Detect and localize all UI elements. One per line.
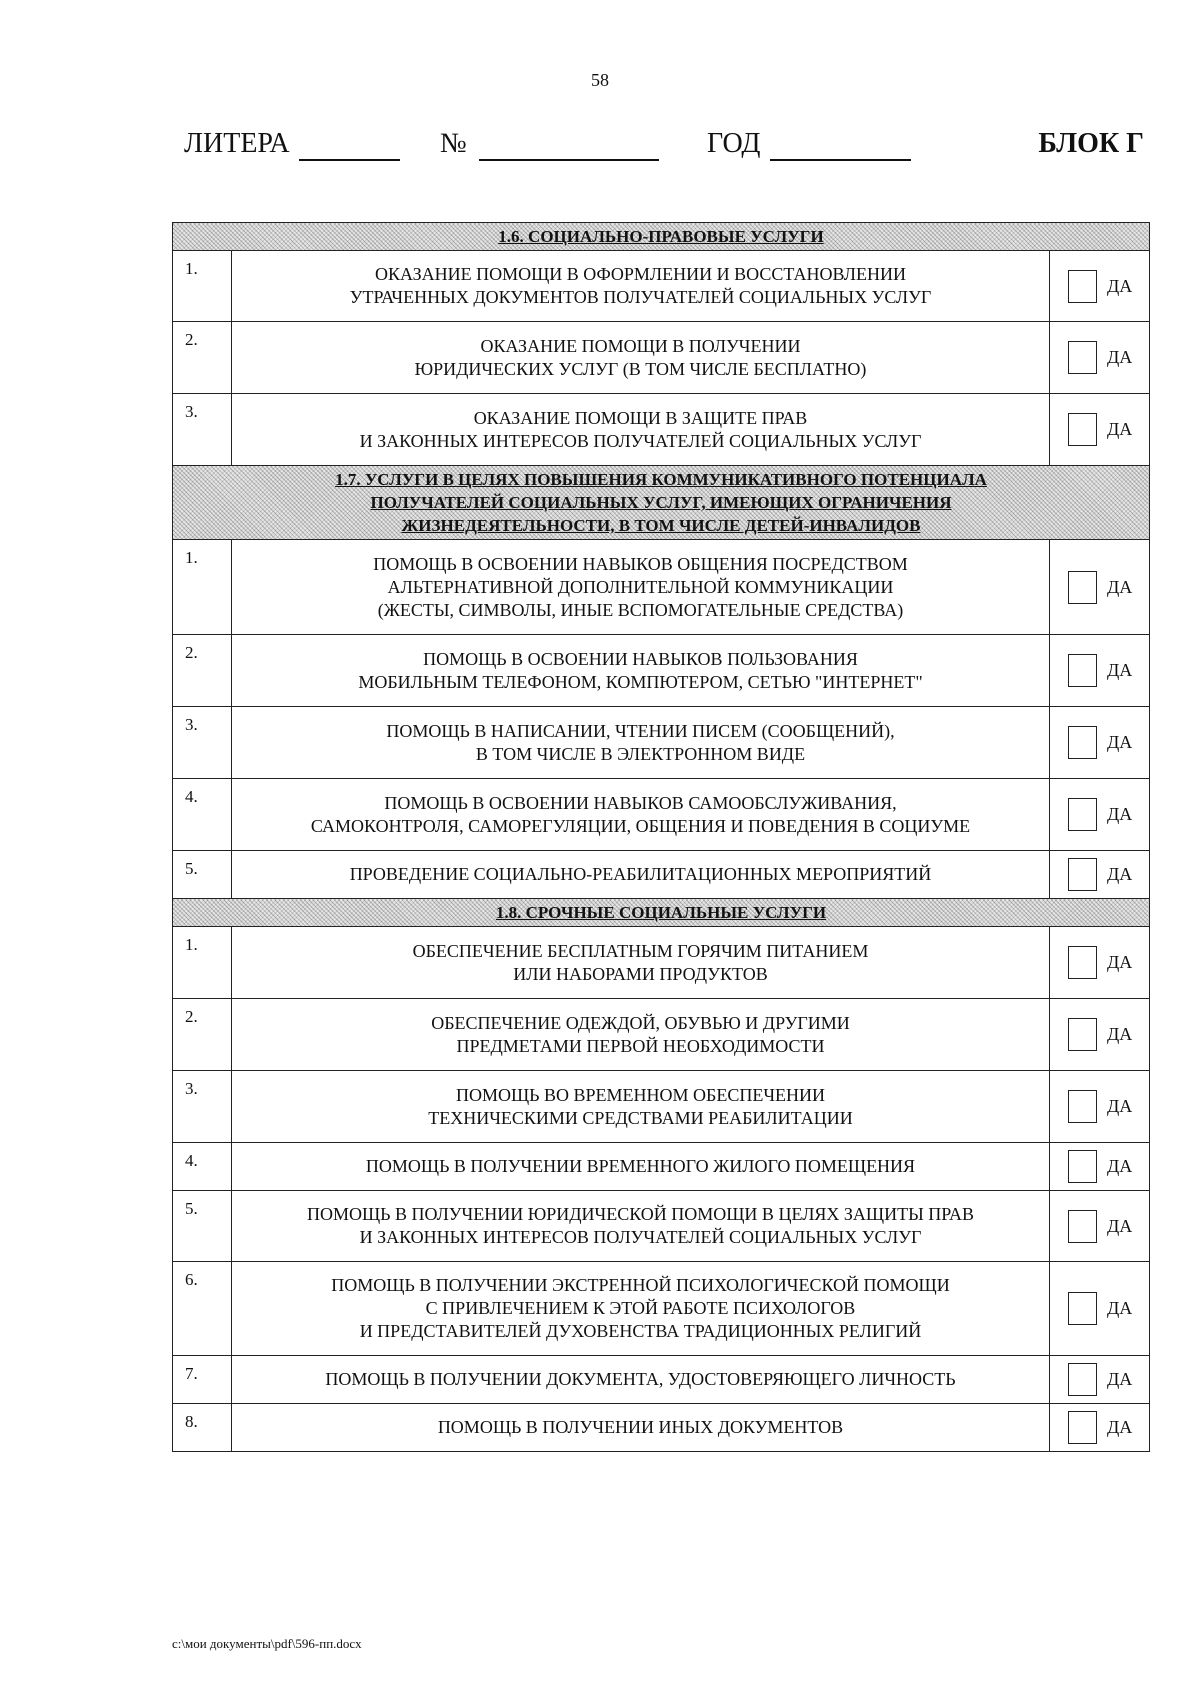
section-title-line: ПОЛУЧАТЕЛЕЙ СОЦИАЛЬНЫХ УСЛУГ, ИМЕЮЩИХ ОГРАНИЧЕНИЯ <box>370 493 952 512</box>
checkbox-wrap <box>1050 798 1149 831</box>
service-row <box>173 1404 1150 1452</box>
yes-checkbox[interactable] <box>1068 1090 1097 1123</box>
checkbox-wrap <box>1050 654 1149 687</box>
service-row <box>173 251 1150 322</box>
service-description-line: ПОМОЩЬ В НАПИСАНИИ, ЧТЕНИИ ПИСЕМ (СООБЩЕНИЙ), <box>386 720 895 741</box>
yes-checkbox[interactable] <box>1068 341 1097 374</box>
checkbox-cell <box>1050 1356 1150 1404</box>
checkbox-cell <box>1050 999 1150 1071</box>
yes-label: ДА <box>1107 1369 1133 1389</box>
yes-label: ДА <box>1107 660 1133 680</box>
service-description-line: ПОМОЩЬ В ОСВОЕНИИ НАВЫКОВ ОБЩЕНИЯ ПОСРЕДСТВОМ <box>373 553 908 574</box>
service-description-line: САМОКОНТРОЛЯ, САМОРЕГУЛЯЦИИ, ОБЩЕНИЯ И ПОВЕДЕНИЯ В СОЦИУМЕ <box>310 815 971 836</box>
yes-checkbox[interactable] <box>1068 798 1097 831</box>
service-description-line: ОКАЗАНИЕ ПОМОЩИ В ПОЛУЧЕНИИ <box>480 335 801 356</box>
item-number: 7. <box>173 1356 232 1404</box>
yes-checkbox[interactable] <box>1068 1018 1097 1051</box>
yes-label: ДА <box>1107 804 1133 824</box>
service-description-line: ОКАЗАНИЕ ПОМОЩИ В ОФОРМЛЕНИИ И ВОССТАНОВЛЕНИИ <box>375 264 906 284</box>
section-title <box>173 899 1150 927</box>
yes-label: ДА <box>1107 1024 1133 1044</box>
service-row <box>173 851 1150 899</box>
service-description-line: ПОМОЩЬ В ПОЛУЧЕНИИ ЮРИДИЧЕСКОЙ ПОМОЩИ В ЦЕЛЯХ ЗАЩИТЫ ПРАВ <box>306 1204 974 1224</box>
service-description-line: В ТОМ ЧИСЛЕ В ЭЛЕКТРОННОМ ВИДЕ <box>475 743 806 764</box>
yes-label: ДА <box>1107 864 1133 884</box>
service-description-line: ПОМОЩЬ В ОСВОЕНИИ НАВЫКОВ САМООБСЛУЖИВАНИЯ, <box>384 792 897 813</box>
yes-label: ДА <box>1107 952 1133 972</box>
checkbox-cell <box>1050 540 1150 635</box>
service-description-line: ПОМОЩЬ В ПОЛУЧЕНИИ ДОКУМЕНТА, УДОСТОВЕРЯЮЩЕГО ЛИЧНОСТЬ <box>325 1369 956 1389</box>
item-number: 1. <box>173 540 232 635</box>
checkbox-cell <box>1050 1404 1150 1452</box>
service-description-line: И ЗАКОННЫХ ИНТЕРЕСОВ ПОЛУЧАТЕЛЕЙ СОЦИАЛЬНЫХ УСЛУГ <box>359 1227 922 1247</box>
service-row <box>173 394 1150 466</box>
checkbox-wrap <box>1050 341 1149 374</box>
section-title <box>173 223 1150 251</box>
service-description-line: ПРЕДМЕТАМИ ПЕРВОЙ НЕОБХОДИМОСТИ <box>456 1035 825 1056</box>
checkbox-cell <box>1050 1262 1150 1356</box>
section-header-row <box>173 899 1150 927</box>
year-label: ГОД <box>707 128 761 159</box>
checkbox-wrap <box>1050 1150 1149 1183</box>
service-description-line: ЮРИДИЧЕСКИХ УСЛУГ (В ТОМ ЧИСЛЕ БЕСПЛАТНО) <box>414 358 867 379</box>
service-description <box>232 635 1050 707</box>
checkbox-wrap <box>1050 858 1149 891</box>
service-description <box>232 322 1050 394</box>
yes-checkbox[interactable] <box>1068 1292 1097 1325</box>
section-title-line: ЖИЗНЕДЕЯТЕЛЬНОСТИ, В ТОМ ЧИСЛЕ ДЕТЕЙ-ИНВАЛИДОВ <box>401 516 921 535</box>
section-header-row <box>173 223 1150 251</box>
service-description <box>232 851 1050 899</box>
service-row <box>173 635 1150 707</box>
yes-checkbox[interactable] <box>1068 654 1097 687</box>
services-table <box>172 222 1150 1452</box>
service-description-line: ПОМОЩЬ ВО ВРЕМЕННОМ ОБЕСПЕЧЕНИИ <box>455 1084 826 1105</box>
checkbox-cell <box>1050 707 1150 779</box>
service-description-line: С ПРИВЛЕЧЕНИЕМ К ЭТОЙ РАБОТЕ ПСИХОЛОГОВ <box>425 1298 856 1318</box>
service-row <box>173 707 1150 779</box>
section-header-row <box>173 466 1150 540</box>
service-description-line: ОБЕСПЕЧЕНИЕ ОДЕЖДОЙ, ОБУВЬЮ И ДРУГИМИ <box>431 1012 850 1033</box>
checkbox-wrap <box>1050 413 1149 446</box>
item-number: 5. <box>173 851 232 899</box>
service-description-line: ПОМОЩЬ В ПОЛУЧЕНИИ ЭКСТРЕННОЙ ПСИХОЛОГИЧЕСКОЙ ПОМОЩИ <box>331 1275 950 1295</box>
service-description-line: И ПРЕДСТАВИТЕЛЕЙ ДУХОВЕНСТВА ТРАДИЦИОННЫХ РЕЛИГИЙ <box>359 1321 922 1341</box>
checkbox-wrap <box>1050 1363 1149 1396</box>
yes-checkbox[interactable] <box>1068 413 1097 446</box>
yes-label: ДА <box>1107 1156 1133 1176</box>
yes-label: ДА <box>1107 1215 1133 1236</box>
yes-checkbox[interactable] <box>1068 726 1097 759</box>
service-description-line: АЛЬТЕРНАТИВНОЙ ДОПОЛНИТЕЛЬНОЙ КОММУНИКАЦИИ <box>387 576 894 597</box>
section-title-line: 1.6. СОЦИАЛЬНО-ПРАВОВЫЕ УСЛУГИ <box>498 227 824 246</box>
service-description-line: ПОМОЩЬ В ОСВОЕНИИ НАВЫКОВ ПОЛЬЗОВАНИЯ <box>423 648 858 669</box>
page-number: 58 <box>591 70 609 90</box>
service-description-line: ПОМОЩЬ В ПОЛУЧЕНИИ ВРЕМЕННОГО ЖИЛОГО ПОМЕЩЕНИЯ <box>365 1156 916 1176</box>
checkbox-cell <box>1050 927 1150 999</box>
item-number: 1. <box>173 927 232 999</box>
checkbox-cell <box>1050 635 1150 707</box>
item-number: 2. <box>173 322 232 394</box>
checkbox-wrap <box>1050 571 1149 604</box>
service-description-line: ИЛИ НАБОРАМИ ПРОДУКТОВ <box>513 963 768 984</box>
service-description <box>232 1356 1050 1404</box>
section-title-line: 1.7. УСЛУГИ В ЦЕЛЯХ ПОВЫШЕНИЯ КОММУНИКАТИВНОГО ПОТЕНЦИАЛА <box>335 470 987 489</box>
service-description-line: ОКАЗАНИЕ ПОМОЩИ В ЗАЩИТЕ ПРАВ <box>473 407 808 428</box>
yes-label: ДА <box>1107 1298 1133 1318</box>
item-number: 6. <box>173 1262 232 1356</box>
service-description <box>232 779 1050 851</box>
item-number: 3. <box>173 1071 232 1143</box>
number-field[interactable] <box>479 159 659 161</box>
service-row <box>173 1071 1150 1143</box>
service-row <box>173 322 1150 394</box>
section-title <box>173 466 1150 540</box>
item-number: 2. <box>173 635 232 707</box>
block-label: БЛОК Г <box>1038 128 1144 159</box>
checkbox-cell <box>1050 394 1150 466</box>
service-description <box>232 1071 1050 1143</box>
yes-checkbox[interactable] <box>1068 858 1097 891</box>
service-row <box>173 1356 1150 1404</box>
section-title-line: 1.8. СРОЧНЫЕ СОЦИАЛЬНЫЕ УСЛУГИ <box>495 903 827 922</box>
yes-label: ДА <box>1107 275 1133 296</box>
service-description <box>232 1143 1050 1191</box>
service-row <box>173 540 1150 635</box>
checkbox-wrap <box>1050 946 1149 979</box>
service-description <box>232 1191 1050 1262</box>
service-description <box>232 251 1050 322</box>
item-number: 4. <box>173 1143 232 1191</box>
yes-checkbox[interactable] <box>1068 1210 1097 1243</box>
service-description-line: (ЖЕСТЫ, СИМВОЛЫ, ИНЫЕ ВСПОМОГАТЕЛЬНЫЕ СРЕДСТВА) <box>377 599 904 620</box>
checkbox-cell <box>1050 322 1150 394</box>
service-description <box>232 999 1050 1071</box>
number-label: № <box>440 128 467 159</box>
yes-label: ДА <box>1107 576 1133 597</box>
yes-checkbox[interactable] <box>1068 571 1097 604</box>
checkbox-cell <box>1050 1071 1150 1143</box>
service-description <box>232 927 1050 999</box>
yes-label: ДА <box>1107 1417 1133 1437</box>
item-number: 8. <box>173 1404 232 1452</box>
item-number: 3. <box>173 394 232 466</box>
checkbox-cell <box>1050 1191 1150 1262</box>
item-number: 3. <box>173 707 232 779</box>
yes-label: ДА <box>1107 419 1133 439</box>
service-row <box>173 779 1150 851</box>
year-field[interactable] <box>770 159 911 161</box>
litera-label: ЛИТЕРА <box>184 128 290 159</box>
checkbox-wrap <box>1050 1210 1149 1243</box>
yes-checkbox[interactable] <box>1068 1411 1097 1444</box>
checkbox-wrap <box>1050 1411 1149 1444</box>
checkbox-cell <box>1050 779 1150 851</box>
checkbox-cell <box>1050 251 1150 322</box>
yes-label: ДА <box>1107 347 1133 367</box>
service-row <box>173 1262 1150 1356</box>
file-path: c:\мои документы\pdf\596-пп.docx <box>172 1636 362 1651</box>
service-description <box>232 394 1050 466</box>
service-description-line: ТЕХНИЧЕСКИМИ СРЕДСТВАМИ РЕАБИЛИТАЦИИ <box>428 1107 853 1128</box>
yes-checkbox[interactable] <box>1068 946 1097 979</box>
checkbox-wrap <box>1050 270 1149 303</box>
yes-checkbox[interactable] <box>1068 270 1097 303</box>
service-row <box>173 999 1150 1071</box>
yes-label: ДА <box>1107 732 1133 752</box>
service-description-line: ПРОВЕДЕНИЕ СОЦИАЛЬНО-РЕАБИЛИТАЦИОННЫХ МЕРОПРИЯТИЙ <box>349 864 932 884</box>
service-description-line: ОБЕСПЕЧЕНИЕ БЕСПЛАТНЫМ ГОРЯЧИМ ПИТАНИЕМ <box>412 940 869 961</box>
service-row <box>173 1191 1150 1262</box>
yes-label: ДА <box>1107 1096 1133 1116</box>
service-description <box>232 1262 1050 1356</box>
yes-checkbox[interactable] <box>1068 1150 1097 1183</box>
form-header <box>184 128 1144 168</box>
checkbox-wrap <box>1050 1292 1149 1325</box>
item-number: 1. <box>173 251 232 322</box>
item-number: 5. <box>173 1191 232 1262</box>
service-row <box>173 1143 1150 1191</box>
checkbox-wrap <box>1050 726 1149 759</box>
item-number: 4. <box>173 779 232 851</box>
service-description-line: И ЗАКОННЫХ ИНТЕРЕСОВ ПОЛУЧАТЕЛЕЙ СОЦИАЛЬНЫХ УСЛУГ <box>359 430 922 451</box>
service-description-line: ПОМОЩЬ В ПОЛУЧЕНИИ ИНЫХ ДОКУМЕНТОВ <box>437 1417 844 1437</box>
litera-field[interactable] <box>299 159 400 161</box>
service-description <box>232 540 1050 635</box>
service-description <box>232 1404 1050 1452</box>
service-description-line: УТРАЧЕННЫХ ДОКУМЕНТОВ ПОЛУЧАТЕЛЕЙ СОЦИАЛЬНЫХ УСЛУГ <box>349 287 932 307</box>
checkbox-cell <box>1050 851 1150 899</box>
service-row <box>173 927 1150 999</box>
item-number: 2. <box>173 999 232 1071</box>
checkbox-wrap <box>1050 1018 1149 1051</box>
service-description-line: МОБИЛЬНЫМ ТЕЛЕФОНОМ, КОМПЮТЕРОМ, СЕТЬЮ "ИНТЕРНЕТ" <box>358 671 923 692</box>
yes-checkbox[interactable] <box>1068 1363 1097 1396</box>
checkbox-wrap <box>1050 1090 1149 1123</box>
checkbox-cell <box>1050 1143 1150 1191</box>
service-description <box>232 707 1050 779</box>
